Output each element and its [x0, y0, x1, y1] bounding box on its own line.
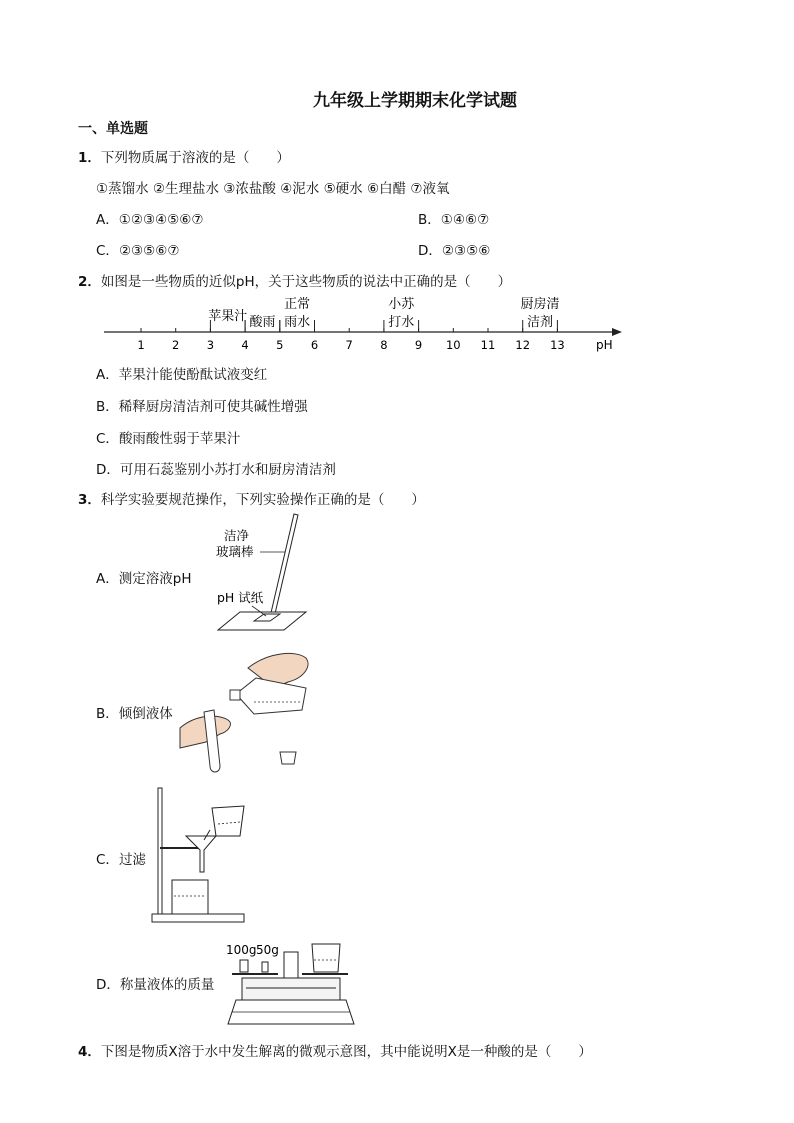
q1-option-d[interactable] [418, 239, 490, 259]
ph-scale-figure [96, 292, 636, 356]
option-label: B． [96, 399, 119, 415]
ph-tick-label: 12 [515, 338, 531, 352]
option-label: B． [418, 212, 441, 228]
filtration-figure [150, 786, 254, 926]
reagent-bottle [236, 678, 306, 714]
ph-tick-label: 5 [276, 338, 284, 352]
bottle-mouth [230, 690, 240, 700]
balance-pointer-column [284, 952, 298, 978]
question-number: 4． [78, 1044, 101, 1060]
q3-option-c[interactable] [96, 848, 146, 868]
ph-substance-label: 苹果汁 [208, 309, 248, 324]
weight-100g [240, 960, 248, 972]
option-label: C． [96, 243, 119, 259]
ph-substance-label: 雨水 [284, 315, 311, 330]
ph-tick-label: 6 [310, 338, 319, 352]
ph-substance-label: 小苏 [388, 297, 415, 312]
option-text: ②③⑤⑥ [441, 243, 491, 259]
bottle-stopper [280, 752, 296, 764]
option-label: D． [96, 977, 120, 993]
q2-option-b[interactable] [96, 395, 308, 415]
figure-label-clean: 洁净 [224, 528, 250, 543]
ph-tick-label: 11 [480, 338, 496, 352]
ph-tick-label: 1 [137, 338, 145, 352]
q2-option-d[interactable] [96, 458, 336, 478]
weight-50g [262, 962, 268, 972]
ph-tick-label: 9 [414, 338, 423, 352]
option-label: C． [96, 852, 119, 868]
ph-axis-arrow [612, 328, 622, 336]
q3-option-d[interactable] [96, 973, 214, 993]
ph-tick-label: 13 [550, 338, 565, 352]
option-text: 酸雨酸性弱于苹果汁 [118, 431, 241, 447]
option-text: 稀释厨房清洁剂可使其碱性增强 [118, 399, 308, 415]
q2-option-c[interactable] [96, 427, 240, 447]
option-label: A． [96, 571, 119, 587]
ph-tick-label: 10 [445, 338, 461, 352]
question-stem: 下列物质属于溶液的是（ ） [100, 150, 290, 166]
pouring-beaker [212, 806, 244, 836]
ph-substance-label: 洁剂 [527, 315, 554, 330]
question-number: 3． [78, 492, 101, 508]
stand-rod [158, 788, 162, 914]
option-text: 倾倒液体 [118, 706, 173, 722]
beaker-on-balance [312, 944, 340, 972]
collecting-beaker [172, 880, 208, 914]
ph-test-figure [210, 510, 320, 636]
weight-label-100g: 100g [226, 943, 257, 957]
option-label: A． [96, 367, 119, 383]
option-text: ②③⑤⑥⑦ [118, 243, 180, 259]
q1-option-b[interactable] [418, 208, 489, 228]
question-4 [78, 1040, 592, 1060]
question-number: 1． [78, 150, 101, 166]
ph-substance-labels [208, 296, 559, 332]
option-text: ①④⑥⑦ [440, 212, 490, 228]
glass-rod [270, 514, 298, 618]
substance-list: ①蒸馏水 ②生理盐水 ③浓盐酸 ④泥水 ⑤硬水 ⑥白醋 ⑦液氧 [96, 181, 450, 197]
option-text: 苹果汁能使酚酞试液变红 [118, 367, 268, 383]
question-2 [78, 270, 511, 290]
q2-option-a[interactable] [96, 363, 267, 383]
option-label: D． [96, 462, 120, 478]
ph-tick-label: 2 [172, 338, 180, 352]
option-label: C． [96, 431, 119, 447]
question-stem: 科学实验要规范操作，下列实验操作正确的是（ ） [100, 492, 425, 508]
option-label: D． [418, 243, 442, 259]
q3-option-b[interactable] [96, 702, 173, 722]
funnel [186, 836, 216, 872]
option-label: B． [96, 706, 119, 722]
ph-substance-label: 打水 [388, 315, 415, 330]
q1-option-a[interactable] [96, 208, 203, 228]
question-stem: 下图是物质X溶于水中发生解离的微观示意图，其中能说明X是一种酸的是（ ） [100, 1044, 592, 1060]
page-title: 九年级上学期期末化学试题 [313, 91, 517, 111]
ph-tick-label: 8 [380, 338, 388, 352]
option-text: 过滤 [118, 852, 146, 868]
option-text: ①②③④⑤⑥⑦ [118, 212, 204, 228]
section-title: 一、单选题 [78, 121, 148, 137]
ph-tick-label: 4 [241, 338, 249, 352]
balance-figure [222, 938, 358, 1028]
ph-tick-label: 7 [345, 338, 353, 352]
ph-substance-label: 酸雨 [249, 315, 276, 330]
q3-option-a[interactable] [96, 567, 191, 587]
weight-label-50g: 50g [256, 943, 279, 957]
figure-label-ph-paper: pH 试纸 [217, 590, 264, 605]
option-text: 可用石蕊鉴别小苏打水和厨房清洁剂 [119, 462, 336, 478]
pouring-figure [178, 648, 318, 778]
option-text: 称量液体的质量 [119, 977, 215, 993]
ph-substance-label: 正常 [284, 297, 311, 312]
balance-beam-body [242, 978, 340, 1000]
ph-tick-label: 3 [206, 338, 215, 352]
option-label: A． [96, 212, 119, 228]
ph-substance-label: 厨房清 [520, 297, 560, 312]
question-stem: 如图是一些物质的近似pH，关于这些物质的说法中正确的是（ ） [100, 274, 512, 290]
q1-option-c[interactable] [96, 239, 179, 259]
question-number: 2． [78, 274, 101, 290]
stand-base [152, 914, 244, 922]
question-3 [78, 488, 425, 508]
question-1 [78, 146, 290, 166]
figure-label-glass-rod: 玻璃棒 [216, 544, 254, 559]
ph-unit-label: pH [596, 338, 613, 352]
option-text: 测定溶液pH [118, 571, 192, 587]
